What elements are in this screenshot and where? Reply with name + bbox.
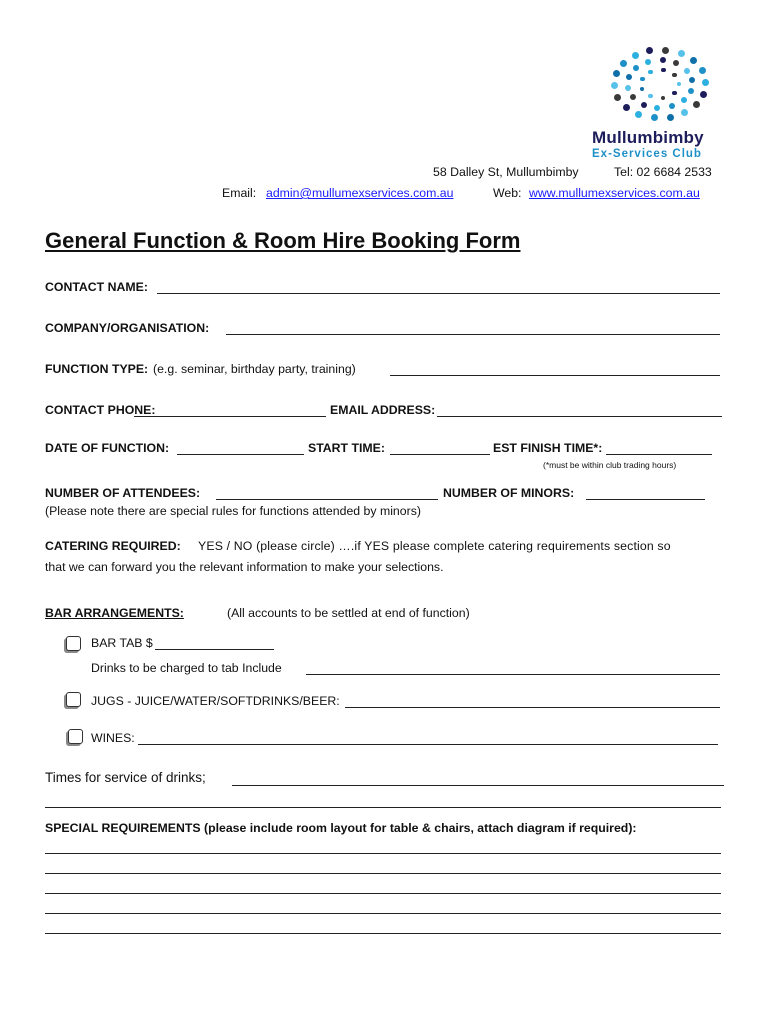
special-req-line-4[interactable] — [45, 913, 721, 914]
logo-dot — [669, 103, 675, 109]
finish-time-note: (*must be within club trading hours) — [543, 460, 677, 470]
est-finish-field[interactable] — [606, 454, 712, 455]
contact-name-label: CONTACT NAME: — [45, 280, 148, 294]
web-label: Web: — [493, 186, 522, 200]
contact-phone-label: CONTACT PHONE: — [45, 403, 156, 417]
club-phone: Tel: 02 6684 2533 — [614, 165, 712, 179]
start-time-label: START TIME: — [308, 441, 385, 455]
logo-dot — [635, 111, 642, 118]
logo-dot — [646, 47, 653, 54]
web-link[interactable]: www.mullumexservices.com.au — [529, 186, 700, 200]
logo-dot — [702, 79, 709, 86]
special-req-line-2[interactable] — [45, 873, 721, 874]
start-time-field[interactable] — [390, 454, 490, 455]
logo-dot — [693, 101, 700, 108]
drinks-charged-label: Drinks to be charged to tab Include — [91, 661, 282, 675]
minors-label: NUMBER OF MINORS: — [443, 486, 575, 500]
logo-dot — [667, 114, 674, 121]
logo-dot — [689, 77, 695, 83]
function-type-label: FUNCTION TYPE: — [45, 362, 149, 376]
date-of-function-field[interactable] — [177, 454, 304, 455]
function-type-field[interactable] — [390, 375, 720, 376]
email-address-label: EMAIL ADDRESS: — [330, 403, 436, 417]
special-req-line-3[interactable] — [45, 893, 721, 894]
logo-dot — [681, 97, 687, 103]
times-service-field-2[interactable] — [45, 807, 721, 808]
logo-dot — [626, 74, 632, 80]
special-req-line-5[interactable] — [45, 933, 721, 934]
logo-dot — [613, 70, 620, 77]
logo-dot — [661, 96, 666, 101]
email-label: Email: — [222, 186, 257, 200]
logo-dot — [660, 57, 666, 63]
attendees-label: NUMBER OF ATTENDEES: — [45, 486, 201, 500]
logo-dot — [611, 82, 618, 89]
club-logo — [590, 44, 730, 162]
contact-name-field[interactable] — [157, 293, 720, 294]
logo-dot — [651, 114, 658, 121]
company-field[interactable] — [226, 334, 720, 335]
minors-note: (Please note there are special rules for functions attended by minors) — [45, 504, 421, 518]
logo-dot — [632, 52, 639, 59]
times-service-label: Times for service of drinks; — [45, 770, 206, 785]
club-address: 58 Dalley St, Mullumbimby — [433, 165, 579, 179]
jugs-checkbox[interactable] — [66, 692, 81, 707]
logo-dot — [633, 65, 639, 71]
special-requirements-label: SPECIAL REQUIREMENTS (please include room layout for table & chairs, attach diagram if required): — [45, 821, 637, 835]
special-req-line-1[interactable] — [45, 853, 721, 854]
email-link[interactable]: admin@mullumexservices.com.au — [266, 186, 454, 200]
logo-dot — [648, 70, 653, 75]
wines-field[interactable] — [138, 744, 718, 745]
est-finish-label: EST FINISH TIME*: — [493, 441, 603, 455]
times-service-field[interactable] — [232, 785, 724, 786]
wines-checkbox[interactable] — [68, 729, 83, 744]
wines-label: WINES: — [91, 731, 135, 745]
minors-field[interactable] — [586, 499, 705, 500]
bar-tab-checkbox[interactable] — [66, 636, 81, 651]
logo-dot — [620, 60, 627, 67]
bar-tab-label: BAR TAB $ — [91, 636, 153, 650]
bar-heading: BAR ARRANGEMENTS: — [45, 606, 184, 620]
logo-dot — [640, 87, 645, 92]
company-label: COMPANY/ORGANISATION: — [45, 321, 210, 335]
email-address-field[interactable] — [437, 416, 722, 417]
logo-dot — [672, 73, 677, 78]
bar-tab-field[interactable] — [155, 649, 274, 650]
logo-dot — [688, 88, 694, 94]
logo-dot — [672, 91, 677, 96]
date-of-function-label: DATE OF FUNCTION: — [45, 441, 170, 455]
logo-dot — [677, 82, 682, 87]
catering-text: YES / NO (please circle) ….if YES please complete catering requirements section so — [198, 539, 671, 553]
logo-dot — [700, 91, 707, 98]
catering-label: CATERING REQUIRED: — [45, 539, 181, 553]
logo-dot — [684, 68, 690, 74]
logo-dots-icon — [590, 44, 730, 124]
drinks-charged-field[interactable] — [306, 674, 720, 675]
logo-dot — [661, 68, 666, 73]
page-title: General Function & Room Hire Booking Form — [45, 228, 521, 253]
logo-dot — [662, 47, 669, 54]
bar-note: (All accounts to be settled at end of function) — [227, 606, 470, 620]
logo-dot — [678, 50, 685, 57]
logo-dot — [681, 109, 688, 116]
logo-dot — [673, 60, 679, 66]
logo-dot — [623, 104, 630, 111]
logo-name: Mullumbimby — [592, 128, 704, 147]
contact-phone-field[interactable] — [134, 416, 326, 417]
logo-dot — [641, 102, 647, 108]
logo-dot — [654, 105, 660, 111]
attendees-field[interactable] — [216, 499, 438, 500]
function-type-hint: (e.g. seminar, birthday party, training) — [153, 362, 356, 376]
logo-dot — [625, 85, 631, 91]
logo-dot — [690, 57, 697, 64]
logo-dot — [648, 94, 653, 99]
jugs-field[interactable] — [345, 707, 720, 708]
logo-dot — [699, 67, 706, 74]
logo-dot — [640, 77, 645, 82]
jugs-label: JUGS - JUICE/WATER/SOFTDRINKS/BEER: — [91, 694, 340, 708]
catering-text-2: that we can forward you the relevant information to make your selections. — [45, 560, 444, 574]
logo-dot — [630, 94, 636, 100]
logo-dot — [614, 94, 621, 101]
logo-subtitle: Ex-Services Club — [592, 148, 702, 160]
logo-dot — [645, 59, 651, 65]
